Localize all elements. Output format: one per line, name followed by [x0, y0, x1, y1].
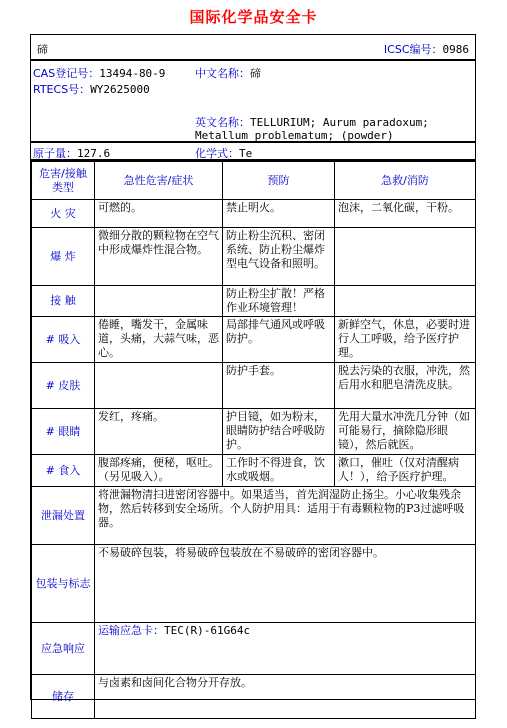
identification-block	[31, 61, 475, 143]
row-prevention: 防止粉尘扩散！严格作业环境管理！	[223, 286, 335, 317]
chemical-name: 碲	[37, 43, 48, 56]
spill-text: 将泄漏物清扫进密闭容器中。如果适当，首先润湿防止扬尘。小心收集残余物，然后转移到安全场所。个人防护用具：适用于有毒颗粒物的P3过滤呼吸器。	[95, 487, 476, 545]
safety-card	[30, 34, 476, 703]
packaging-text: 不易破碎包装，将易破碎包装放在不易破碎的密闭容器中。	[95, 545, 476, 623]
row-prevention: 禁止明火。	[223, 200, 335, 228]
row-type-label: # 眼睛	[32, 409, 95, 455]
hazard-table	[31, 161, 476, 719]
cas-label: CAS登记号：	[33, 67, 100, 80]
row-aid	[335, 228, 476, 286]
en-name-value-2: Metallum problematum; (powder)	[195, 129, 394, 142]
icsc-label: ICSC编号：	[383, 43, 443, 56]
row-type-label: # 吸入	[32, 317, 95, 363]
emergency-label: 应急响应	[32, 623, 95, 675]
emergency-cell	[95, 623, 476, 675]
rtecs-value: WY2625000	[90, 83, 150, 96]
row-hazard	[95, 286, 223, 317]
mass-formula-row	[31, 143, 475, 161]
table-row	[32, 200, 476, 228]
header-aid: 急救/消防	[335, 162, 476, 200]
cn-name-label: 中文名称：	[195, 67, 250, 80]
cas-value: 13494-80-9	[99, 67, 166, 80]
storage-row	[32, 675, 476, 719]
table-row	[32, 286, 476, 317]
row-hazard: 可燃的。	[95, 200, 223, 228]
row-type-label: # 皮肤	[32, 363, 95, 409]
packaging-row	[32, 545, 476, 623]
row-type-label: 接 触	[32, 286, 95, 317]
atomic-mass	[33, 145, 110, 161]
table-header-row	[32, 162, 476, 200]
packaging-label: 包装与标志	[32, 545, 95, 623]
row-aid: 先用大量水冲洗几分钟（如可能易行，摘除隐形眼镜），然后就医。	[335, 409, 476, 455]
header-type-line1: 危害/接触	[39, 166, 87, 180]
row-aid: 脱去污染的衣服，冲洗，然后用水和肥皂清洗皮肤。	[335, 363, 476, 409]
row-type-label: 火 灾	[32, 200, 95, 228]
page-title: 国际化学品安全卡	[189, 8, 318, 26]
header-type-line2: 类型	[52, 180, 74, 194]
table-row	[32, 363, 476, 409]
card-header-bar	[31, 35, 475, 61]
table-row	[32, 409, 476, 455]
row-type-label: 爆 炸	[32, 228, 95, 286]
formula-value: Te	[239, 147, 253, 160]
emergency-code: TEC(R)-61G64c	[164, 624, 251, 637]
row-aid: 新鲜空气，休息，必要时进行人工呼吸，给予医疗护理。	[335, 317, 476, 363]
header-prevention: 预防	[223, 162, 335, 200]
table-row	[32, 228, 476, 286]
mass-value: 127.6	[77, 147, 111, 160]
en-name-line1	[195, 114, 429, 130]
cn-name-value: 碲	[250, 67, 261, 80]
row-hazard: 倦睡，嘴发干，金属味道，头痛，大蒜气味，恶心。	[95, 317, 223, 363]
formula-label: 化学式：	[195, 147, 239, 160]
spill-row	[32, 487, 476, 545]
icsc-number	[384, 41, 469, 57]
table-row	[32, 455, 476, 487]
header-hazard: 急性危害/症状	[95, 162, 223, 200]
table-row	[32, 317, 476, 363]
storage-text: 与卤素和卤间化合物分开存放。	[95, 675, 476, 719]
rtecs-line	[33, 81, 150, 97]
row-aid	[335, 286, 476, 317]
spill-label: 泄漏处置	[32, 487, 95, 545]
emergency-prefix: 运输应急卡：	[98, 624, 164, 637]
mass-label: 原子量：	[33, 147, 77, 160]
row-hazard	[95, 363, 223, 409]
row-hazard: 微细分散的颗粒物在空气中形成爆炸性混合物。	[95, 228, 223, 286]
row-prevention: 工作时不得进食，饮水或吸烟。	[223, 455, 335, 487]
row-prevention: 防止粉尘沉积、密闭系统、防止粉尘爆炸型电气设备和照明。	[223, 228, 335, 286]
row-type-label: # 食入	[32, 455, 95, 487]
row-hazard: 发红，疼痛。	[95, 409, 223, 455]
storage-label: 储存	[32, 675, 95, 719]
row-prevention: 局部排气通风或呼吸防护。	[223, 317, 335, 363]
icsc-value: 0986	[442, 43, 469, 56]
en-name-label: 英文名称：	[195, 116, 250, 129]
row-prevention: 护目镜，如为粉末，眼睛防护结合呼吸防护。	[223, 409, 335, 455]
en-name-value-1: TELLURIUM; Aurum paradoxum;	[250, 116, 429, 129]
row-hazard: 腹部疼痛，便秘，呕吐。（另见吸入）。	[95, 455, 223, 487]
emergency-row	[32, 623, 476, 675]
row-aid: 漱口，催吐（仅对清醒病人！），给予医疗护理。	[335, 455, 476, 487]
cas-line	[33, 65, 165, 81]
row-aid: 泡沫，二氧化碳，干粉。	[335, 200, 476, 228]
cn-name-line	[195, 65, 261, 81]
row-prevention: 防护手套。	[223, 363, 335, 409]
rtecs-label: RTECS号：	[33, 83, 91, 96]
chemical-formula	[195, 145, 252, 161]
header-type	[32, 162, 95, 200]
